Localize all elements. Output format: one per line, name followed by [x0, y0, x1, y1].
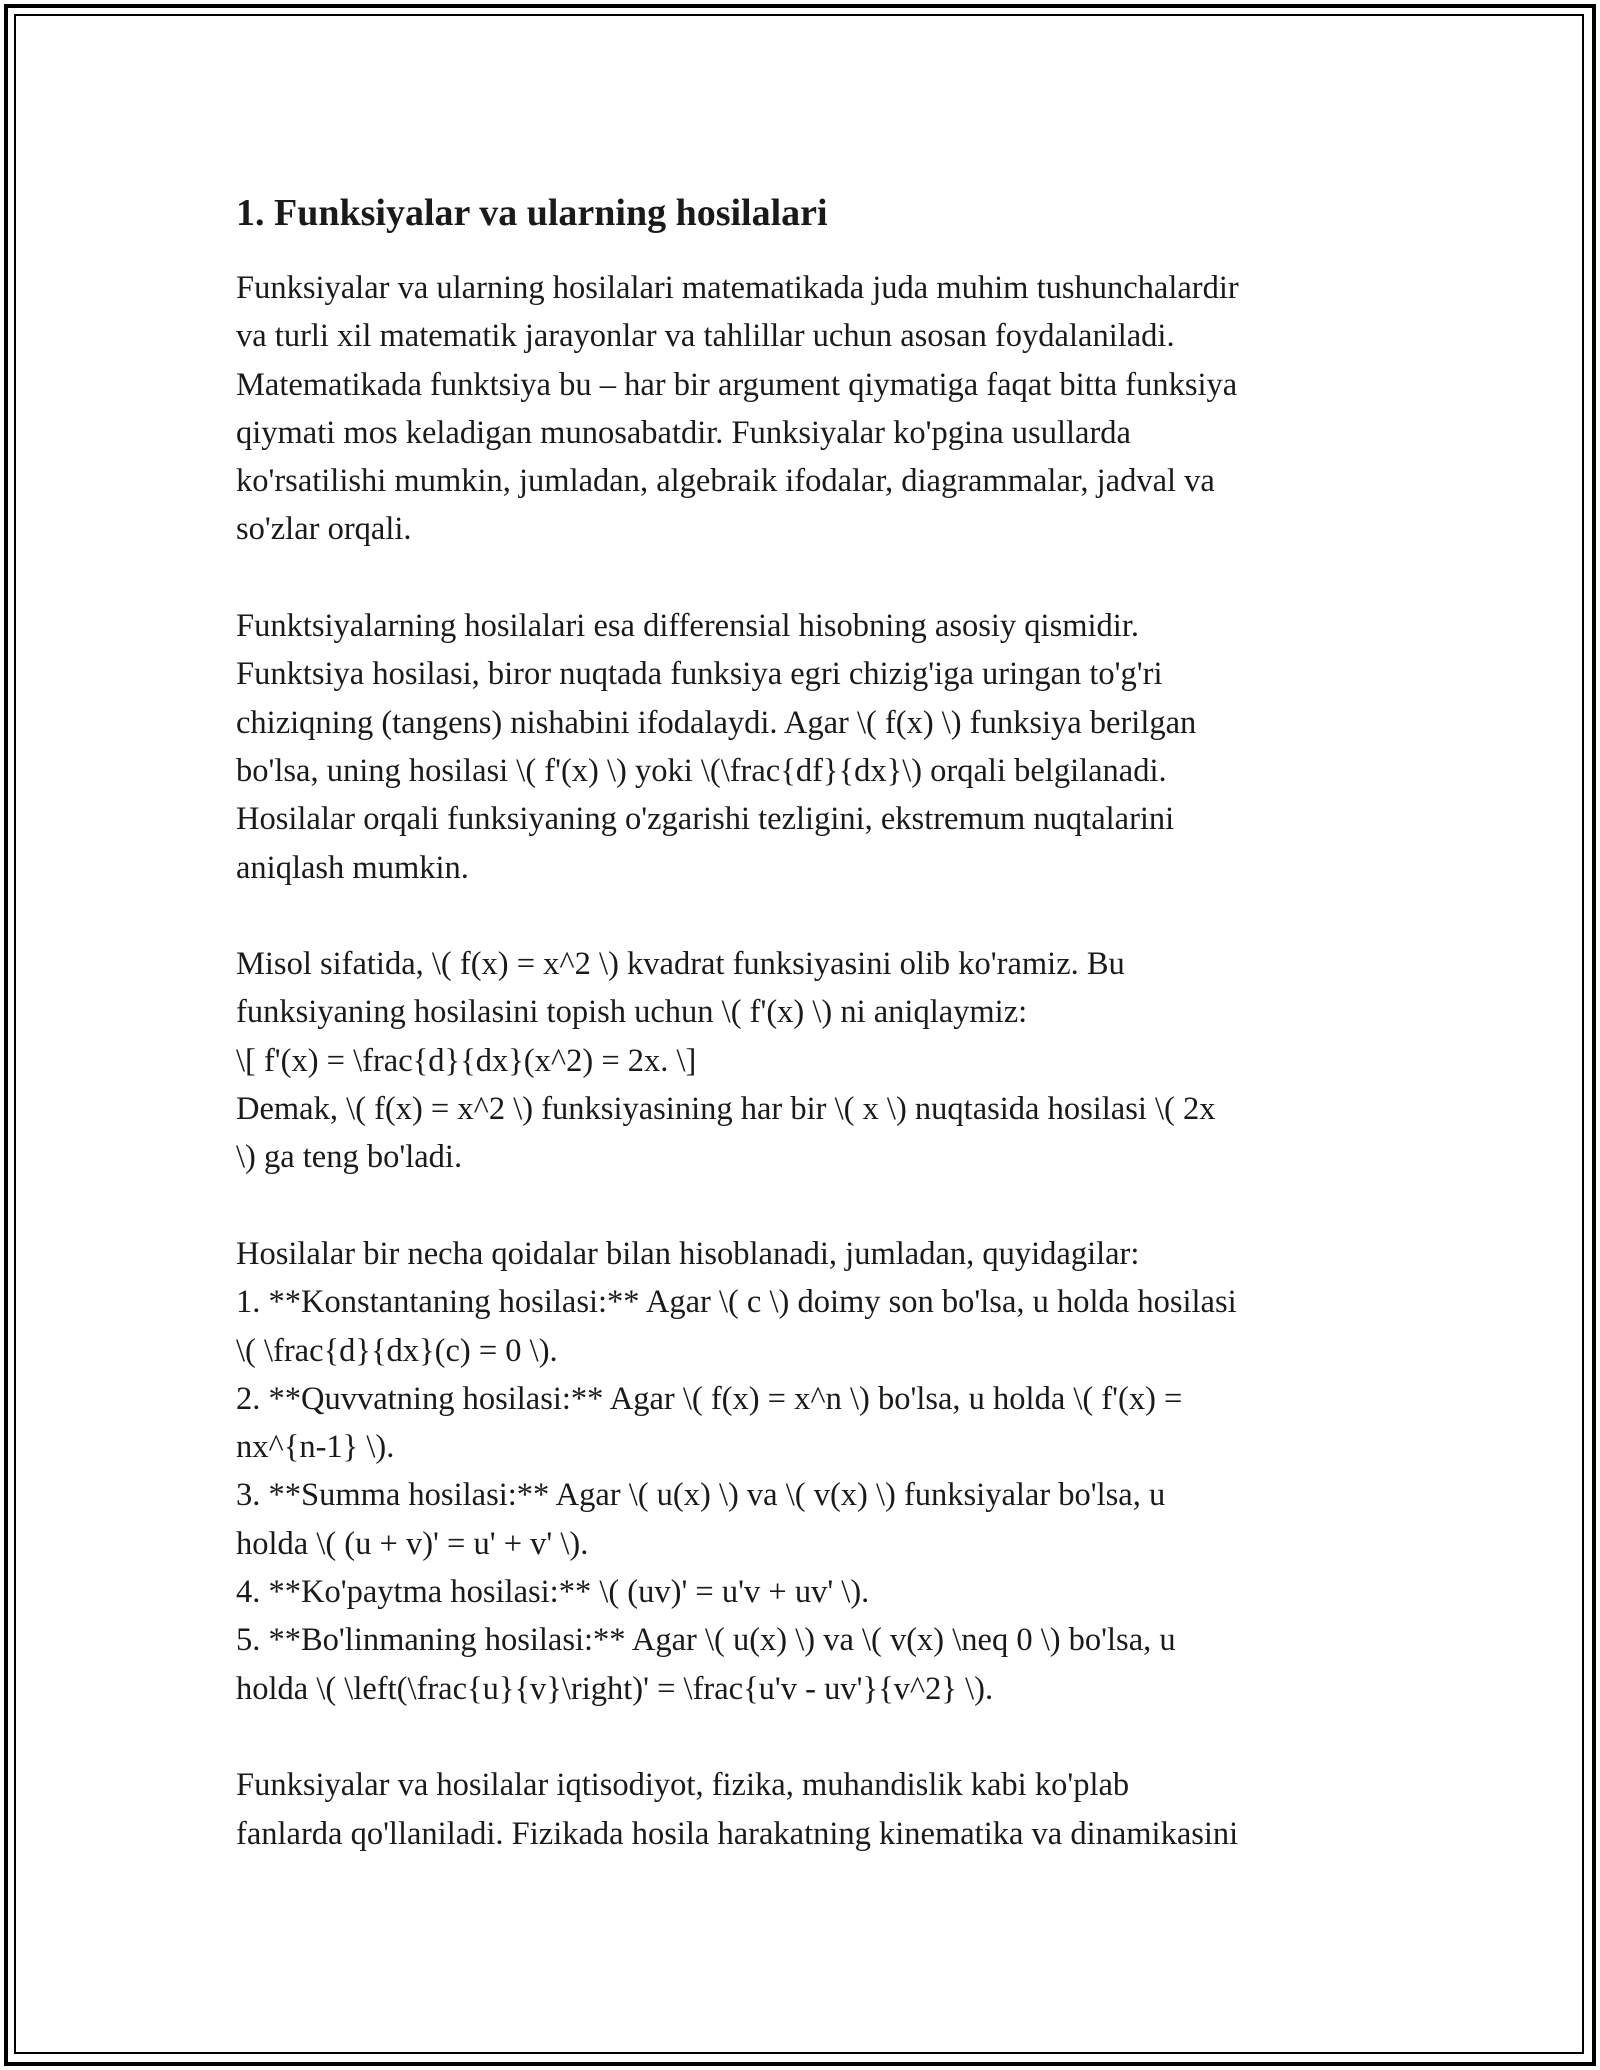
- paragraph-intro: [236, 264, 1376, 554]
- text-line: Hosilalar bir necha qoidalar bilan hisoblanadi, jumladan, quyidagilar:: [236, 1235, 1140, 1272]
- text-line: bo'lsa, uning hosilasi \( f'(x) \) yoki \(\frac{df}{dx}\) orqali belgilanadi.: [236, 752, 1167, 789]
- text-line: Matematikada funktsiya bu – har bir argument qiymatiga faqat bitta funksiya: [236, 366, 1238, 403]
- text-line: chiziqning (tangens) nishabini ifodalaydi. Agar \( f(x) \) funksiya berilgan: [236, 704, 1197, 741]
- rule-item: 5. **Bo'linmaning hosilasi:** Agar \( u(x) \) va \( v(x) \neq 0 \) bo'lsa, u: [236, 1622, 1176, 1659]
- paragraph-rules: [236, 1230, 1376, 1713]
- rule-item: nx^{n-1} \).: [236, 1429, 395, 1466]
- paragraph-example: [236, 940, 1376, 1181]
- rule-item: holda \( \left(\frac{u}{v}\right)' = \frac{u'v - uv'}{v^2} \).: [236, 1670, 994, 1707]
- text-line: fanlarda qo'llaniladi. Fizikada hosila harakatning kinematika va dinamikasini: [236, 1815, 1239, 1852]
- text-line: Misol sifatida, \( f(x) = x^2 \) kvadrat funksiyasini olib ko'ramiz. Bu: [236, 946, 1125, 983]
- text-line: va turli xil matematik jarayonlar va tahlillar uchun asosan foydalaniladi.: [236, 318, 1175, 355]
- text-line: Funktsiya hosilasi, biror nuqtada funksiya egri chizig'iga uringan to'g'ri: [236, 656, 1163, 693]
- paragraph-derivatives: [236, 602, 1376, 892]
- rule-item: \( \frac{d}{dx}(c) = 0 \).: [236, 1332, 558, 1369]
- rule-item: 4. **Ko'paytma hosilasi:** \( (uv)' = u'v + uv' \).: [236, 1574, 870, 1611]
- document-page: [236, 188, 1376, 1906]
- text-line: aniqlash mumkin.: [236, 849, 469, 886]
- formula-line: \[ f'(x) = \frac{d}{dx}(x^2) = 2x. \]: [236, 1042, 697, 1079]
- text-line: Funktsiyalarning hosilalari esa differensial hisobning asosiy qismidir.: [236, 608, 1139, 645]
- paragraph-applications: [236, 1761, 1376, 1858]
- text-line: funksiyaning hosilasini topish uchun \( f'(x) \) ni aniqlaymiz:: [236, 994, 1028, 1031]
- text-line: Funksiyalar va ularning hosilalari matematikada juda muhim tushunchalardir: [236, 270, 1239, 306]
- rule-item: 2. **Quvvatning hosilasi:** Agar \( f(x) = x^n \) bo'lsa, u holda \( f'(x) =: [236, 1380, 1183, 1417]
- text-line: ko'rsatilishi mumkin, jumladan, algebraik ifodalar, diagrammalar, jadval va: [236, 463, 1215, 500]
- text-line: \) ga teng bo'ladi.: [236, 1139, 463, 1176]
- rule-item: holda \( (u + v)' = u' + v' \).: [236, 1525, 589, 1562]
- text-line: so'zlar orqali.: [236, 511, 412, 548]
- section-heading: 1. Funksiyalar va ularning hosilalari: [236, 192, 828, 234]
- text-line: Hosilalar orqali funksiyaning o'zgarishi tezligini, ekstremum nuqtalarini: [236, 801, 1175, 838]
- text-line: Demak, \( f(x) = x^2 \) funksiyasining har bir \( x \) nuqtasida hosilasi \( 2x: [236, 1091, 1216, 1128]
- rule-item: 1. **Konstantaning hosilasi:** Agar \( c \) doimy son bo'lsa, u holda hosilasi: [236, 1284, 1237, 1321]
- rule-item: 3. **Summa hosilasi:** Agar \( u(x) \) va \( v(x) \) funksiyalar bo'lsa, u: [236, 1477, 1166, 1514]
- text-line: Funksiyalar va hosilalar iqtisodiyot, fizika, muhandislik kabi ko'plab: [236, 1767, 1130, 1804]
- text-line: qiymati mos keladigan munosabatdir. Funksiyalar ko'pgina usullarda: [236, 414, 1131, 451]
